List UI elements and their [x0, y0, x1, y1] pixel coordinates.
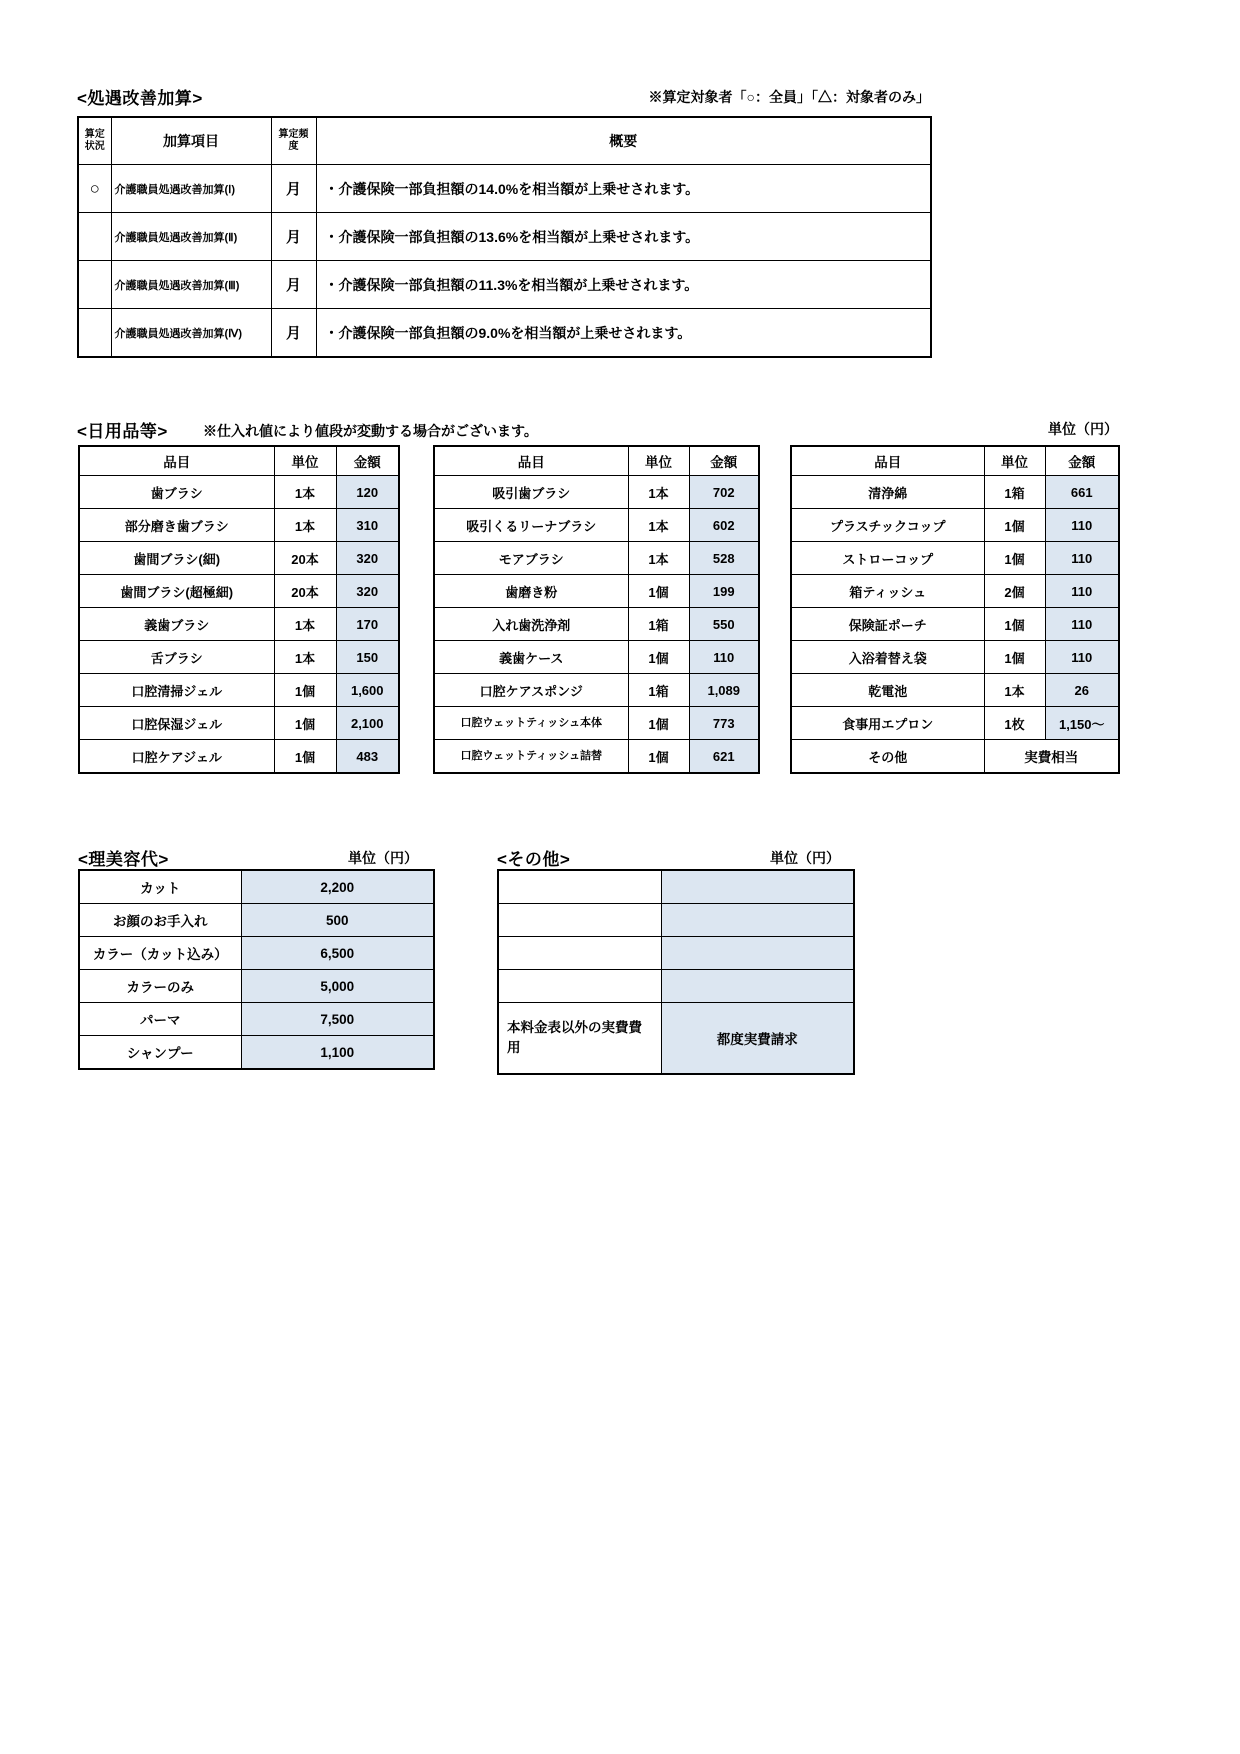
unit-cell: 1本	[274, 476, 336, 509]
unit-cell: 20本	[274, 542, 336, 575]
item-cell: 口腔ケアスポンジ	[434, 674, 628, 707]
frequency-cell: 月	[271, 165, 316, 213]
table-row	[498, 904, 854, 937]
table-row	[78, 261, 931, 309]
service-cell: カラーのみ	[79, 970, 241, 1003]
others-unit-label: 単位（円）	[770, 850, 840, 866]
frequency-cell: 月	[271, 261, 316, 309]
barber-fee-table	[78, 869, 435, 1070]
status-cell	[78, 213, 111, 261]
table-row	[434, 740, 759, 774]
price-cell: 1,150〜	[1045, 707, 1119, 740]
unit-cell: 1個	[274, 674, 336, 707]
table-row	[434, 674, 759, 707]
item-cell: 口腔ケアジェル	[79, 740, 274, 774]
unit-cell: 1個	[274, 740, 336, 774]
item-cell: 口腔ウェットティッシュ本体	[434, 707, 628, 740]
item-cell: 吸引くるリーナブラシ	[434, 509, 628, 542]
price-cell: 5,000	[241, 970, 434, 1003]
item-cell: モアブラシ	[434, 542, 628, 575]
price-cell: 310	[336, 509, 399, 542]
others-table-body	[498, 870, 854, 1074]
unit-cell: 1本	[628, 476, 689, 509]
item-cell: 義歯ケース	[434, 641, 628, 674]
unit-cell: 1本	[274, 509, 336, 542]
item-cell	[498, 870, 661, 904]
unit-cell: 1個	[984, 509, 1045, 542]
item-cell	[498, 970, 661, 1003]
unit-cell: 1本	[984, 674, 1045, 707]
unit-cell: 1箱	[628, 608, 689, 641]
section-title-others: <その他>	[497, 850, 571, 869]
daily-goods-table-1-body	[79, 476, 399, 774]
barber-table-body	[79, 870, 434, 1069]
item-cell: 乾電池	[791, 674, 984, 707]
daily-goods-table-2-body	[434, 476, 759, 774]
col-header-item: 品目	[434, 446, 628, 476]
section-title-treatment: <処遇改善加算>	[77, 89, 203, 108]
barber-unit-label: 単位（円）	[348, 850, 418, 866]
table-row	[791, 674, 1119, 707]
treatment-addition-table	[77, 116, 932, 358]
table-row	[791, 542, 1119, 575]
table-row	[791, 641, 1119, 674]
service-cell: お顔のお手入れ	[79, 904, 241, 937]
unit-cell: 1個	[984, 641, 1045, 674]
table-row	[791, 575, 1119, 608]
unit-cell: 1本	[628, 509, 689, 542]
item-cell: 義歯ブラシ	[79, 608, 274, 641]
summary-cell: ・介護保険一部負担額の9.0%を相当額が上乗せされます。	[316, 309, 931, 358]
table-row	[791, 707, 1119, 740]
table-row	[791, 476, 1119, 509]
col-header-price: 金額	[336, 446, 399, 476]
item-cell	[498, 937, 661, 970]
table-row	[79, 674, 399, 707]
price-cell: 都度実費請求	[661, 1003, 854, 1075]
item-cell: 本料金表以外の実費費用	[498, 1003, 661, 1075]
price-cell: 483	[336, 740, 399, 774]
item-cell: 食事用エプロン	[791, 707, 984, 740]
table-row	[434, 542, 759, 575]
unit-cell: 1枚	[984, 707, 1045, 740]
table-row	[79, 1036, 434, 1070]
table-row	[434, 641, 759, 674]
table-row	[791, 608, 1119, 641]
item-cell: 口腔ウェットティッシュ詰替	[434, 740, 628, 774]
price-cell: 110	[1045, 542, 1119, 575]
price-cell: 320	[336, 575, 399, 608]
table-row	[79, 608, 399, 641]
section-title-daily-goods: <日用品等>	[77, 422, 168, 441]
unit-cell: 1本	[274, 641, 336, 674]
treatment-table-body	[78, 165, 931, 358]
table-row	[79, 476, 399, 509]
col-header-summary: 概要	[316, 117, 931, 165]
status-cell	[78, 309, 111, 358]
price-cell: 602	[689, 509, 759, 542]
price-cell: 26	[1045, 674, 1119, 707]
daily-goods-price-note: ※仕入れ値により値段が変動する場合がございます。	[203, 423, 538, 439]
table-row	[498, 1003, 854, 1075]
section-title-barber: <理美容代>	[78, 850, 169, 869]
item-cell: 入れ歯洗浄剤	[434, 608, 628, 641]
price-cell: 1,100	[241, 1036, 434, 1070]
table-row	[79, 542, 399, 575]
price-cell	[661, 937, 854, 970]
service-cell: パーマ	[79, 1003, 241, 1036]
table-row	[79, 641, 399, 674]
table-row	[498, 870, 854, 904]
table-row	[79, 1003, 434, 1036]
price-cell: 1,089	[689, 674, 759, 707]
addition-item-cell: 介護職員処遇改善加算(Ⅲ)	[111, 261, 271, 309]
item-cell: 清浄綿	[791, 476, 984, 509]
table-row	[434, 608, 759, 641]
daily-goods-table-3	[790, 445, 1120, 774]
item-cell: 箱ティッシュ	[791, 575, 984, 608]
addition-item-cell: 介護職員処遇改善加算(Ⅱ)	[111, 213, 271, 261]
treatment-eligibility-note: ※算定対象者「○：全員」「△：対象者のみ」	[648, 89, 930, 105]
col-header-item: 品目	[79, 446, 274, 476]
item-cell: 吸引歯ブラシ	[434, 476, 628, 509]
table-row	[79, 740, 399, 774]
table-row	[434, 476, 759, 509]
item-cell	[498, 904, 661, 937]
frequency-cell: 月	[271, 213, 316, 261]
item-cell: 歯間ブラシ(超極細)	[79, 575, 274, 608]
addition-item-cell: 介護職員処遇改善加算(Ⅳ)	[111, 309, 271, 358]
treatment-header-row	[78, 117, 931, 165]
item-cell: 歯磨き粉	[434, 575, 628, 608]
table-row	[79, 904, 434, 937]
price-cell: 7,500	[241, 1003, 434, 1036]
price-cell: 320	[336, 542, 399, 575]
price-cell: 661	[1045, 476, 1119, 509]
item-cell: 部分磨き歯ブラシ	[79, 509, 274, 542]
price-cell	[661, 970, 854, 1003]
price-cell: 199	[689, 575, 759, 608]
daily-goods-table-2	[433, 445, 760, 774]
table-row	[791, 509, 1119, 542]
price-cell: 1,600	[336, 674, 399, 707]
table-row	[79, 970, 434, 1003]
frequency-cell: 月	[271, 309, 316, 358]
price-cell: 110	[1045, 509, 1119, 542]
daily-header-row	[79, 446, 399, 476]
price-cell: 110	[1045, 608, 1119, 641]
price-cell: 500	[241, 904, 434, 937]
table-row	[434, 707, 759, 740]
item-cell: 歯ブラシ	[79, 476, 274, 509]
unit-cell: 1本	[274, 608, 336, 641]
price-cell: 702	[689, 476, 759, 509]
table-row	[79, 870, 434, 904]
table-row	[791, 740, 1119, 774]
unit-cell: 1個	[274, 707, 336, 740]
col-header-price: 金額	[1045, 446, 1119, 476]
col-header-addition-item: 加算項目	[111, 117, 271, 165]
item-cell: 舌ブラシ	[79, 641, 274, 674]
unit-cell: 1個	[984, 542, 1045, 575]
table-row	[434, 575, 759, 608]
status-cell: ○	[78, 165, 111, 213]
addition-item-cell: 介護職員処遇改善加算(Ⅰ)	[111, 165, 271, 213]
price-cell: 2,200	[241, 870, 434, 904]
table-row	[79, 575, 399, 608]
unit-cell: 1個	[984, 608, 1045, 641]
item-cell: ストローコップ	[791, 542, 984, 575]
price-cell: 6,500	[241, 937, 434, 970]
col-header-unit: 単位	[628, 446, 689, 476]
col-header-unit: 単位	[274, 446, 336, 476]
status-cell	[78, 261, 111, 309]
daily-header-row	[791, 446, 1119, 476]
item-cell: プラスチックコップ	[791, 509, 984, 542]
table-row	[79, 937, 434, 970]
price-cell: 120	[336, 476, 399, 509]
summary-cell: ・介護保険一部負担額の13.6%を相当額が上乗せされます。	[316, 213, 931, 261]
price-cell: 110	[1045, 641, 1119, 674]
daily-goods-table-1	[78, 445, 400, 774]
unit-cell: 1箱	[628, 674, 689, 707]
service-cell: カラー（カット込み）	[79, 937, 241, 970]
table-row	[79, 509, 399, 542]
item-cell: 口腔保湿ジェル	[79, 707, 274, 740]
unit-cell: 1本	[628, 542, 689, 575]
summary-cell: ・介護保険一部負担額の14.0%を相当額が上乗せされます。	[316, 165, 931, 213]
unit-cell: 1個	[628, 707, 689, 740]
price-cell: 528	[689, 542, 759, 575]
price-cell: 170	[336, 608, 399, 641]
item-cell: 入浴着替え袋	[791, 641, 984, 674]
table-row	[78, 165, 931, 213]
col-header-unit: 単位	[984, 446, 1045, 476]
daily-goods-unit-label: 単位（円）	[1048, 421, 1118, 437]
table-row	[434, 509, 759, 542]
unit-cell: 1個	[628, 641, 689, 674]
table-row	[79, 707, 399, 740]
unit-cell: 20本	[274, 575, 336, 608]
price-cell	[661, 870, 854, 904]
col-header-price: 金額	[689, 446, 759, 476]
others-fee-table	[497, 869, 855, 1075]
price-cell: 550	[689, 608, 759, 641]
item-cell: その他	[791, 740, 984, 774]
price-cell: 773	[689, 707, 759, 740]
col-header-status: 算定状況	[78, 117, 111, 165]
service-cell: シャンプー	[79, 1036, 241, 1070]
item-cell: 口腔清掃ジェル	[79, 674, 274, 707]
unit-cell: 実費相当	[984, 740, 1119, 774]
table-row	[498, 937, 854, 970]
price-cell: 110	[1045, 575, 1119, 608]
col-header-item: 品目	[791, 446, 984, 476]
daily-header-row	[434, 446, 759, 476]
unit-cell: 1箱	[984, 476, 1045, 509]
unit-cell: 1個	[628, 575, 689, 608]
unit-cell: 2個	[984, 575, 1045, 608]
col-header-frequency: 算定頻度	[271, 117, 316, 165]
table-row	[78, 213, 931, 261]
price-cell: 2,100	[336, 707, 399, 740]
price-cell: 110	[689, 641, 759, 674]
item-cell: 保険証ポーチ	[791, 608, 984, 641]
item-cell: 歯間ブラシ(細)	[79, 542, 274, 575]
table-row	[498, 970, 854, 1003]
daily-goods-table-3-body	[791, 476, 1119, 774]
service-cell: カット	[79, 870, 241, 904]
summary-cell: ・介護保険一部負担額の11.3%を相当額が上乗せされます。	[316, 261, 931, 309]
price-cell	[661, 904, 854, 937]
table-row	[78, 309, 931, 358]
unit-cell: 1個	[628, 740, 689, 774]
price-cell: 150	[336, 641, 399, 674]
price-cell: 621	[689, 740, 759, 774]
